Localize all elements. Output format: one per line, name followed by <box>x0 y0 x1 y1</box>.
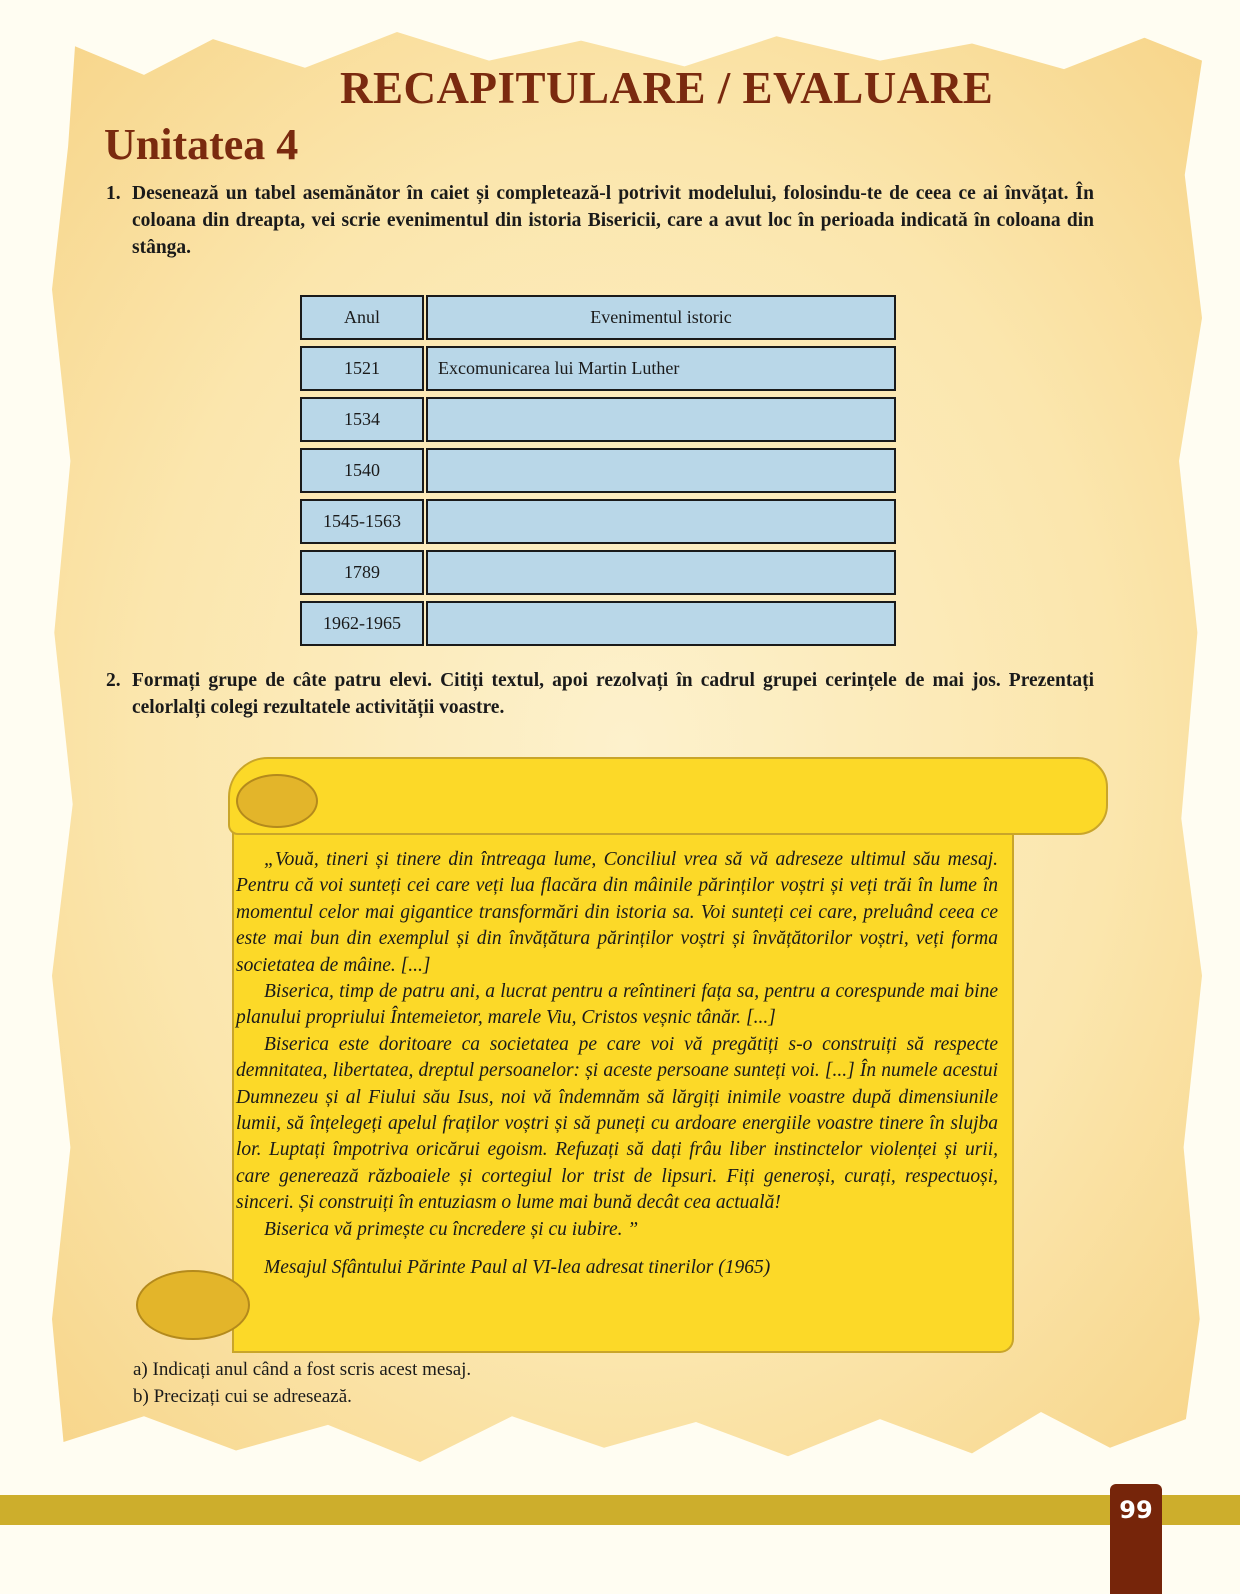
unit-heading: Unitatea 4 <box>104 120 299 169</box>
task-b: b) Precizați cui se adresează. <box>133 1386 352 1407</box>
question-2 <box>106 667 1094 721</box>
footer-band <box>0 1495 1240 1525</box>
question-1 <box>106 180 1094 261</box>
page-number: 99 <box>1110 1484 1162 1594</box>
scroll-curl-bottom <box>136 1270 250 1340</box>
question-text: Formați grupe de câte patru elevi. Citiți textul, apoi rezolvați în cadrul grupei cerințele de mai jos. Prezentați celorlalți colegi rezultatele activității voastre. <box>132 670 1094 718</box>
table-row <box>300 346 896 391</box>
table-header-row <box>300 295 896 340</box>
table-row <box>300 397 896 442</box>
event-cell: Excomunicarea lui Martin Luther <box>426 346 896 391</box>
scroll-top-roll <box>228 757 1108 835</box>
table-row <box>300 499 896 544</box>
event-cell <box>426 499 896 544</box>
event-cell <box>426 397 896 442</box>
year-cell: 1789 <box>300 550 424 595</box>
event-cell <box>426 448 896 493</box>
quote-paragraph: „Vouă, tineri și tinere din întreaga lume, Conciliul vrea să vă adreseze ultimul său mesaj. Pentru că voi sunteți cei care veți lua flacăra din mâinile părinților voștri și veți trăi în lume în momentul celor mai gigantice transformări din istoria sa. Voi sunteți cei care, preluând ceea ce este mai bun din exemplul și din învățătura părinților voștri și învățătorilor voștri, veți forma societatea de mâine. [...] <box>236 849 998 976</box>
page-title: RECAPITULARE / EVALUARE <box>340 63 994 113</box>
table-row <box>300 448 896 493</box>
table-row <box>300 550 896 595</box>
year-cell: 1540 <box>300 448 424 493</box>
quote-paragraph: Biserica, timp de patru ani, a lucrat pentru a reîntineri fața sa, pentru a corespunde mai bine planului propriului Întemeietor, marele Viu, Cristos veșnic tânăr. [...] <box>236 981 998 1029</box>
quote-paragraph: Biserica este doritoare ca societatea pe care voi vă pregătiți s-o construiți să respecte demnitatea, libertatea, dreptul persoanelor: și aceste persoane sunteți voi. [...] În numele acestui Dumnezeu și al Fiului său Isus, noi vă îndemnăm să lărgiți inimile voastre după dimensiunile lumii, să înțelegeți apelul fraților voștri și să puneți cu ardoare energiile voastre tinere în slujba lor. Luptați împotriva oricărui egoism. Refuzați să dați frâu liber instinctelor violenței și urii, care generează războaiele și cortegiul lor trist de lipsuri. Fiți generoși, curați, respectuoși, sinceri. Și construiți în entuziasm o lume mai bună decât cea actuală! <box>236 1033 998 1214</box>
event-cell <box>426 550 896 595</box>
quote-paragraph: Biserica vă primește cu încredere și cu iubire. ” <box>264 1218 639 1240</box>
scroll-curl-top <box>236 774 318 828</box>
year-cell: 1962-1965 <box>300 601 424 646</box>
header-cell: Evenimentul istoric <box>426 295 896 340</box>
quote-source: Mesajul Sfântului Părinte Paul al VI-lea adresat tinerilor (1965) <box>264 1257 771 1279</box>
events-table <box>300 295 896 652</box>
year-cell: 1545-1563 <box>300 499 424 544</box>
task-a: a) Indicați anul când a fost scris acest mesaj. <box>133 1359 472 1380</box>
question-number: 2. <box>106 670 121 691</box>
table-row <box>300 601 896 646</box>
question-text: Desenează un tabel asemănător în caiet și completează-l potrivit modelului, folosindu-te de ceea ce ai învățat. În coloana din dreapta, vei scrie evenimentul din istoria Bisericii, care a avut loc în perioada indicată în coloana din stânga. <box>132 183 1094 258</box>
year-cell: 1521 <box>300 346 424 391</box>
header-cell: Anul <box>300 295 424 340</box>
question-number: 1. <box>106 183 121 204</box>
event-cell <box>426 601 896 646</box>
year-cell: 1534 <box>300 397 424 442</box>
quote-text <box>236 847 998 1282</box>
